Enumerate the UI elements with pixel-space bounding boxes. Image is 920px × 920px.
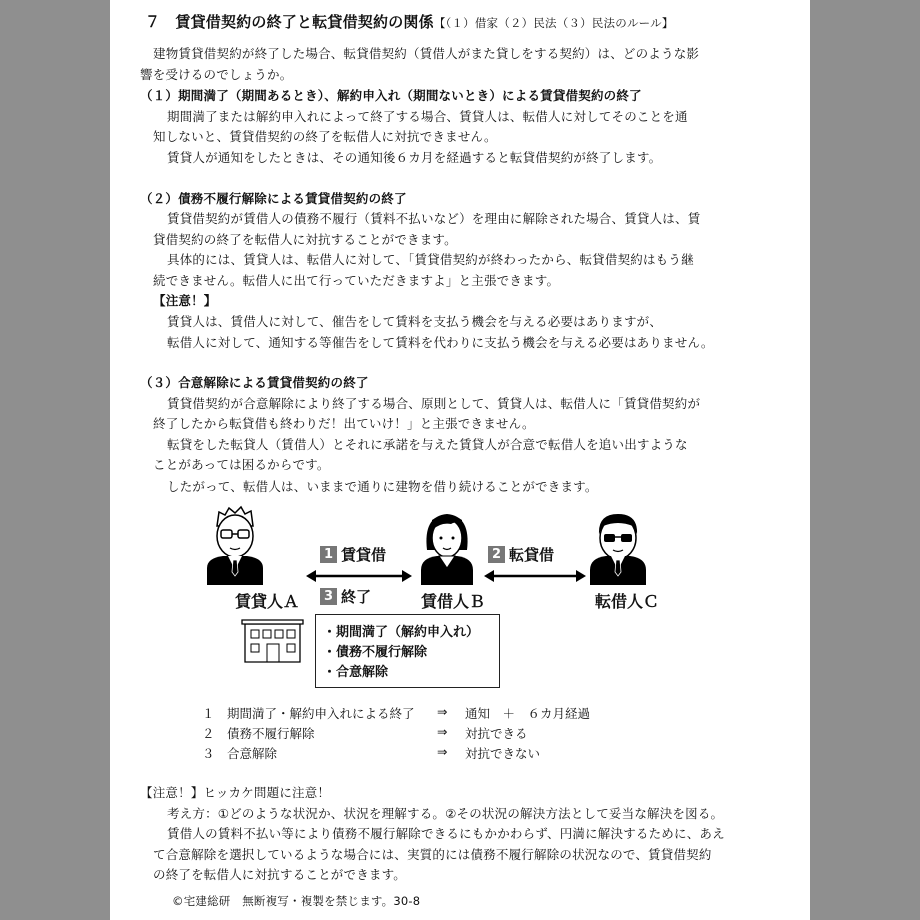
summary-1-result: 通知 ＋ ６カ月経過 xyxy=(465,706,591,721)
relation-2-number: 2 xyxy=(488,546,505,563)
relation-3-number: 3 xyxy=(320,588,337,605)
note2-label: 【注意！】ヒッカケ問題に注意！ xyxy=(140,785,331,800)
reason-1: ・期間満了（解約申入れ） xyxy=(323,625,480,640)
termination-reasons-box xyxy=(315,614,500,688)
sec1-line-3: 賃貸人が通知をしたときは、その通知後６カ月を経過すると転貸借契約が終了します。 xyxy=(167,150,662,165)
building-icon xyxy=(242,620,303,662)
sec2-line-2: 貸借契約の終了を転借人に対抗することができます。 xyxy=(153,232,457,247)
sec1-heading: （１）期間満了（期間あるとき）、解約申入れ（期間ないとき）による賃貸借契約の終了 xyxy=(140,88,642,103)
note2-line-2: 賃借人の賃料不払い等により債務不履行解除できるにもかかわらず、円満に解決するために、あえ xyxy=(167,826,725,841)
summary-3-no: ３ xyxy=(202,746,215,761)
sec2-heading: （２）債務不履行解除による賃貸借契約の終了 xyxy=(140,191,407,206)
summary-1-case: 期間満了・解約申入れによる終了 xyxy=(227,706,415,721)
summary-3-result: 対抗できない xyxy=(465,746,541,761)
sec3-line-3: 転貸をした転貸人（賃借人）とそれに承諾を与えた賃貸人が合意で転借人を追い出すような xyxy=(167,437,688,452)
title-text: ７ 賃貸借契約の終了と転貸借契約の関係 xyxy=(145,13,434,31)
person-c-label: 転借人Ｃ xyxy=(595,592,660,611)
summary-3-case: 合意解除 xyxy=(227,746,278,761)
sec3-heading: （３）合意解除による賃貸借契約の終了 xyxy=(140,375,369,390)
person-a-label: 賃貸人Ａ xyxy=(235,592,300,611)
note2-line-3: て合意解除を選択しているような場合には、実質的には債務不履行解除の状況なので、賃貸借契約 xyxy=(153,847,712,862)
sec2-line-4: 続できません。転借人に出て行っていただきますよ」と主張できます。 xyxy=(153,273,560,288)
sec3-line-5: したがって、転借人は、いままで通りに建物を借り続けることができます。 xyxy=(167,479,598,494)
sec1-line-2: 知しないと、賃貸借契約の終了を転借人に対抗できません。 xyxy=(153,129,497,144)
relation-1-number: 1 xyxy=(320,546,337,563)
arrow-b-c xyxy=(484,570,586,582)
person-b-icon xyxy=(421,514,473,585)
reason-3: ・合意解除 xyxy=(323,665,389,680)
intro-line-2: 響を受けるのでしょうか。 xyxy=(140,67,293,82)
intro-line-1: 建物賃貸借契約が終了した場合、転貸借契約（賃借人がまた貸しをする契約）は、どのような影 xyxy=(153,46,700,61)
sec3-line-4: ことがあっては困るからです。 xyxy=(153,457,330,472)
sec2-line-3: 具体的には、賃貸人は、転借人に対して、「賃貸借契約が終わったから、転貸借契約はもう継 xyxy=(167,252,694,267)
sec3-line-1: 賃貸借契約が合意解除により終了する場合、原則として、賃貸人は、転借人に「賃貸借契約が xyxy=(167,396,701,411)
summary-1-arrow: ⇒ xyxy=(437,704,448,719)
relation-3-label: 終了 xyxy=(341,588,372,606)
person-b-label: 賃借人Ｂ xyxy=(421,592,486,611)
sec2-line-1: 賃貸借契約が賃借人の債務不履行（賃料不払いなど）を理由に解除された場合、賃貸人は、賃 xyxy=(167,211,701,226)
relation-1-label: 賃貸借 xyxy=(341,546,387,564)
sec1-line-1: 期間満了または解約申入れによって終了する場合、賃貸人は、転借人に対してそのことを通 xyxy=(167,109,688,124)
summary-2-case: 債務不履行解除 xyxy=(227,726,315,741)
note2-line-1: 考え方：①どのような状況か、状況を理解する。②その状況の解決方法として妥当な解決を図る。 xyxy=(167,806,724,821)
sec2-note-line-2: 転借人に対して、通知する等催告をして賃料を代わりに支払う機会を与える必要はありません。 xyxy=(167,335,714,350)
title-tags: 【（１）借家（２）民法（３）民法のルール】 xyxy=(433,16,674,30)
person-c-icon xyxy=(590,514,646,585)
summary-3-arrow: ⇒ xyxy=(437,744,448,759)
sec2-note-line-1: 賃貸人は、賃借人に対して、催告をして賃料を支払う機会を与える必要はありますが、 xyxy=(167,314,663,329)
relation-2-label: 転貸借 xyxy=(509,546,555,564)
relation-1 xyxy=(320,544,386,565)
sec3-line-2: 終了したから転貸借も終わりだ！出ていけ！」と主張できません。 xyxy=(153,416,535,431)
summary-2-arrow: ⇒ xyxy=(437,724,448,739)
note2-line-4: の終了を転借人に対抗することができます。 xyxy=(153,867,407,882)
section-title xyxy=(145,14,674,31)
reason-2: ・債務不履行解除 xyxy=(323,645,428,660)
arrow-a-b xyxy=(306,570,412,582)
relation-3 xyxy=(320,586,371,607)
relation-2 xyxy=(488,544,554,565)
document-page xyxy=(110,0,810,920)
sec2-note-label: 【注意！】 xyxy=(153,293,217,308)
summary-2-no: ２ xyxy=(202,726,215,741)
summary-2-result: 対抗できる xyxy=(465,726,528,741)
copyright-footer: ©宅建総研 無断複写・複製を禁じます。30-8 xyxy=(172,894,421,908)
summary-1-no: １ xyxy=(202,706,215,721)
person-a-icon xyxy=(207,507,263,585)
